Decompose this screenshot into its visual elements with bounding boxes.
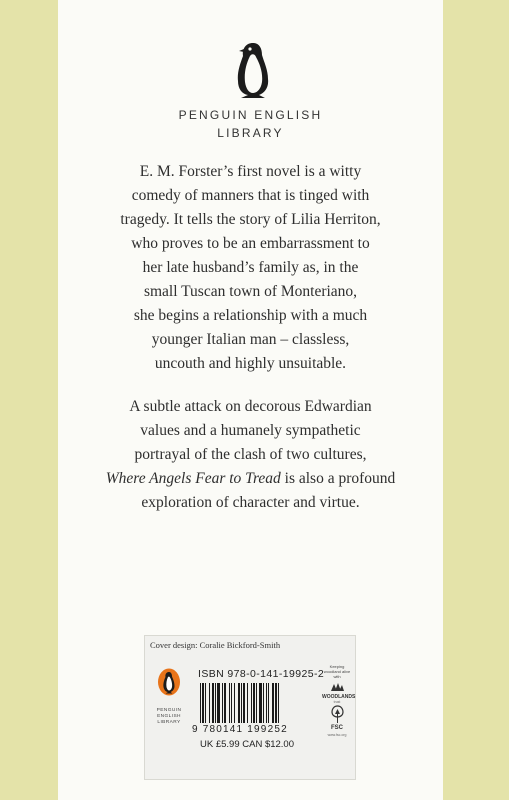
mini-imprint-line: ENGLISH xyxy=(157,714,181,719)
blurb-line: her late husband’s family as, in the xyxy=(142,259,359,276)
fsc-subtext: www.fsc.org xyxy=(327,733,347,737)
blurb-line: small Tuscan town of Monteriano, xyxy=(143,283,358,300)
blurb-line: A subtle attack on decorous Edwardian xyxy=(129,398,372,415)
penguin-mini-logo-icon xyxy=(157,668,181,696)
book-title-italic: Where Angels Fear to Tread xyxy=(105,470,281,487)
blurb-line: comedy of manners that is tinged with xyxy=(131,187,370,204)
imprint-line-2: LIBRARY xyxy=(217,126,284,140)
penguin-logo-icon xyxy=(228,40,278,100)
blurb-line: who proves to be an embarrassment to xyxy=(131,235,370,252)
blurb-line: values and a humanely sympathetic xyxy=(140,422,361,439)
woodland-trust-icon xyxy=(329,681,345,693)
woodland-label: WOODLANDS xyxy=(322,694,356,700)
cover-design-credit: Cover design: Coralie Bickford-Smith xyxy=(150,640,281,650)
left-spine-edge xyxy=(0,0,58,800)
right-spine-edge xyxy=(443,0,509,800)
mini-imprint xyxy=(148,708,190,726)
barcode-icon xyxy=(198,683,316,723)
mini-imprint-line: PENGUIN xyxy=(156,708,182,713)
fsc-tree-icon xyxy=(330,705,345,725)
blurb-line: she begins a relationship with a much xyxy=(133,307,368,324)
blurb-line: E. M. Forster’s first novel is a witty xyxy=(139,163,362,180)
blurb-paragraph-1 xyxy=(88,160,413,376)
price-text: UK £5.99 CAN $12.00 xyxy=(200,739,295,750)
blurb-line-rest: is also a profound xyxy=(280,470,396,487)
imprint-line-1: PENGUIN ENGLISH xyxy=(178,108,323,122)
blurb-line: tragedy. It tells the story of Lilia Herriton, xyxy=(120,211,381,228)
blurb-line: uncouth and highly unsuitable. xyxy=(154,355,347,372)
woodland-subtext: trust xyxy=(333,700,341,704)
mini-imprint-line: LIBRARY xyxy=(157,720,181,725)
isbn-text: ISBN 978-0-141-19925-2 xyxy=(198,668,325,680)
blurb-line-with-title xyxy=(88,467,413,491)
barcode-digits: 9 780141 199252 xyxy=(192,724,288,735)
certification-text: Keeping woodland alive with xyxy=(323,664,351,679)
blurb-line: portrayal of the clash of two cultures, xyxy=(134,446,367,463)
blurb-paragraph-2 xyxy=(88,395,413,515)
blurb-line: exploration of character and virtue. xyxy=(141,494,360,511)
blurb-line: younger Italian man – classless, xyxy=(151,331,350,348)
fsc-label: FSC xyxy=(331,725,343,731)
